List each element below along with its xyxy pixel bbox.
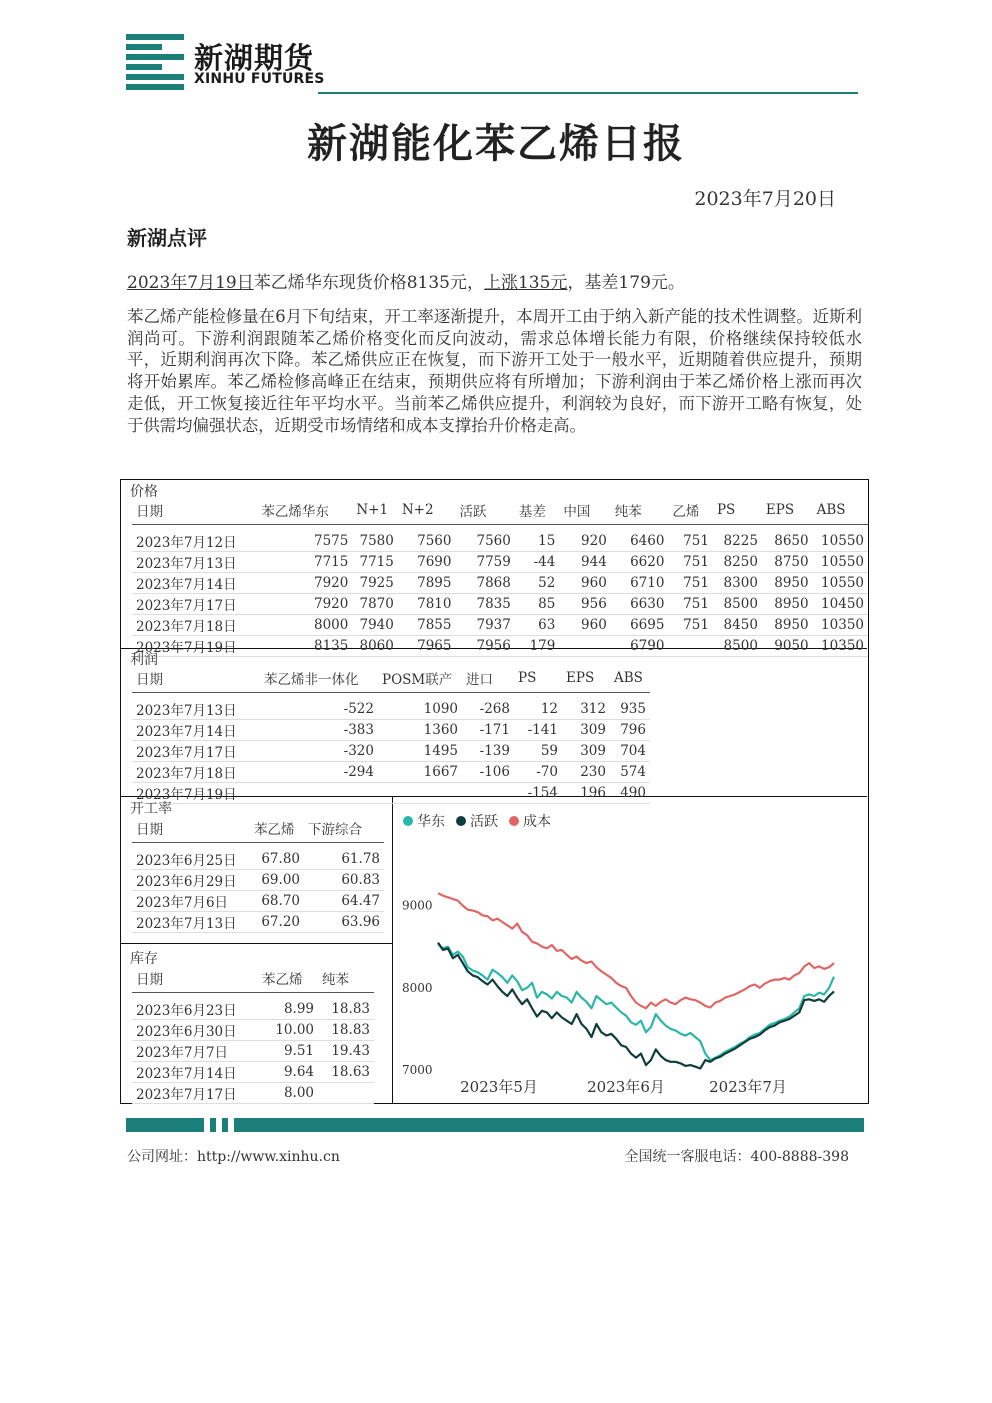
summary-date: 2023年7月19日 (127, 273, 254, 293)
table-cell: 490 (610, 783, 650, 804)
table-header-row (132, 664, 650, 693)
summary-tail: ，基差179元。 (567, 273, 685, 293)
table-cell: 6620 (611, 552, 669, 573)
table-cell: 10550 (813, 552, 868, 573)
table-cell: 8950 (762, 594, 813, 615)
section-title: 新湖点评 (127, 226, 207, 250)
table-cell: 6790 (611, 636, 669, 657)
legend-label: 成本 (523, 814, 551, 830)
table-cell: 2023年7月17日 (132, 1083, 258, 1104)
profit-section-label: 利润 (130, 652, 158, 668)
table-row (132, 999, 374, 1020)
table-cell: 7937 (455, 615, 514, 636)
logo-mark-icon (126, 34, 184, 90)
table-cell: 751 (668, 552, 713, 573)
table-row (132, 720, 650, 741)
table-row (132, 636, 868, 657)
table-cell: -383 (260, 720, 378, 741)
report-date: 2023年7月20日 (694, 188, 836, 210)
column-header: 日期 (132, 964, 258, 993)
table-cell: 2023年7月6日 (132, 891, 250, 912)
column-header: 纯苯 (318, 964, 374, 993)
table-cell: 10550 (813, 531, 868, 552)
table-cell: 7940 (352, 615, 398, 636)
table-cell: 751 (668, 594, 713, 615)
table-cell: 7580 (352, 531, 398, 552)
table-cell: 64.47 (304, 891, 384, 912)
table-cell: 6710 (611, 573, 669, 594)
header-rule (318, 92, 858, 94)
table-cell: 8225 (713, 531, 762, 552)
table-row (132, 531, 868, 552)
table-header-row (132, 814, 384, 843)
column-header: PS (713, 496, 762, 525)
table-row (132, 699, 650, 720)
column-header: 乙烯 (668, 496, 713, 525)
table-cell: 1360 (378, 720, 462, 741)
summary-line (127, 268, 685, 293)
table-cell: 68.70 (250, 891, 304, 912)
table-cell: 63 (515, 615, 560, 636)
logo-name-en: XINHU FUTURES (194, 71, 325, 87)
footer-hotline: 全国统一客服电话：400-8888-398 (624, 1149, 849, 1165)
table-cell: 15 (515, 531, 560, 552)
table-cell: 8750 (762, 552, 813, 573)
table-cell: 2023年7月17日 (132, 741, 260, 762)
table-cell: -44 (515, 552, 560, 573)
table-cell: 8950 (762, 615, 813, 636)
column-header: 中国 (559, 496, 610, 525)
table-cell: 796 (610, 720, 650, 741)
table-cell: 8500 (713, 594, 762, 615)
table-cell: 67.20 (250, 912, 304, 933)
table-cell: 960 (559, 573, 610, 594)
table-cell: 2023年7月7日 (132, 1041, 258, 1062)
table-cell: -139 (462, 741, 514, 762)
table-cell: -154 (514, 783, 562, 804)
table-cell: -106 (462, 762, 514, 783)
table-cell: 2023年6月29日 (132, 870, 250, 891)
table-cell: 7895 (398, 573, 456, 594)
table-cell (668, 636, 713, 657)
table-cell: -70 (514, 762, 562, 783)
table-cell: 1495 (378, 741, 462, 762)
table-row (132, 1062, 374, 1083)
table-cell: 7575 (257, 531, 352, 552)
table-cell: 8500 (713, 636, 762, 657)
column-header: 苯乙烯非一体化 (260, 664, 378, 693)
table-cell: 60.83 (304, 870, 384, 891)
table-cell: 2023年7月13日 (132, 552, 257, 573)
table-cell: 61.78 (304, 849, 384, 870)
table-cell: 6695 (611, 615, 669, 636)
table-cell: 2023年7月18日 (132, 762, 260, 783)
price-line-chart (394, 800, 864, 1100)
table-cell: 312 (562, 699, 610, 720)
column-header: N+1 (352, 496, 398, 525)
table-cell: 63.96 (304, 912, 384, 933)
table-cell: 8.00 (258, 1083, 318, 1104)
x-tick-label: 2023年7月 (709, 1078, 787, 1096)
table-cell: 8135 (257, 636, 352, 657)
operating-rate-table (132, 814, 384, 933)
table-cell: 10350 (813, 636, 868, 657)
table-cell: 1090 (378, 699, 462, 720)
table-cell: 751 (668, 615, 713, 636)
table-cell: 2023年7月14日 (132, 1062, 258, 1083)
table-cell: 7870 (352, 594, 398, 615)
table-cell: 2023年7月18日 (132, 615, 257, 636)
table-cell: 7920 (257, 573, 352, 594)
table-cell: 179 (515, 636, 560, 657)
table-cell: 18.83 (318, 1020, 374, 1041)
table-row (132, 849, 384, 870)
inventory-table (132, 964, 374, 1104)
table-cell: 7965 (398, 636, 456, 657)
table-cell: 2023年6月30日 (132, 1020, 258, 1041)
column-header: PS (514, 664, 562, 693)
table-cell: 751 (668, 573, 713, 594)
table-cell: 9050 (762, 636, 813, 657)
table-row (132, 912, 384, 933)
rate-section-label: 开工率 (130, 801, 172, 817)
table-cell: 85 (515, 594, 560, 615)
table-cell: 7835 (455, 594, 514, 615)
column-header: 进口 (462, 664, 514, 693)
commentary-paragraph: 苯乙烯产能检修量在6月下旬结束，开工率逐渐提升，本周开工由于纳入新产能的技术性调整。近斯利润尚可。下游利润跟随苯乙烯价格变化而反向波动，需求总体增长能力有限，价格继续保持较低水平，近期利润再次下降。苯乙烯供应正在恢复，而下游开工处于一般水平，近期随着供应提升，预期将开始累库。苯乙烯检修高峰正在结束，预期供应将有所增加；下游利润由于苯乙烯价格上涨而再次走低，开工恢复接近往年平均水平。当前苯乙烯供应提升，利润较为良好，而下游开工略有恢复，处于供需均偏强状态，近期受市场情绪和成本支撑抬升价格走高。 (127, 307, 862, 435)
table-cell: 7715 (352, 552, 398, 573)
y-tick-label: 9000 (402, 898, 433, 913)
table-cell: 2023年7月14日 (132, 573, 257, 594)
column-header: ABS (610, 664, 650, 693)
table-cell: 309 (562, 741, 610, 762)
table-row (132, 552, 868, 573)
table-cell: 19.43 (318, 1041, 374, 1062)
table-cell: 6630 (611, 594, 669, 615)
table-cell: -171 (462, 720, 514, 741)
table-cell: 8950 (762, 573, 813, 594)
table-cell: 8060 (352, 636, 398, 657)
divider-rate-stock (121, 943, 392, 944)
table-cell: -294 (260, 762, 378, 783)
table-cell: 2023年7月13日 (132, 699, 260, 720)
table-row (132, 1083, 374, 1104)
column-header: 下游综合 (304, 814, 384, 843)
column-header: 活跃 (455, 496, 514, 525)
table-cell: 2023年6月25日 (132, 849, 250, 870)
table-cell: 2023年7月19日 (132, 636, 257, 657)
table-cell: 7868 (455, 573, 514, 594)
table-cell: 67.80 (250, 849, 304, 870)
table-cell: 7810 (398, 594, 456, 615)
table-cell: 8.99 (258, 999, 318, 1020)
table-cell: 7855 (398, 615, 456, 636)
table-row (132, 891, 384, 912)
table-cell: 2023年7月12日 (132, 531, 257, 552)
table-row (132, 870, 384, 891)
footer-bar (126, 1118, 864, 1132)
table-cell: 9.64 (258, 1062, 318, 1083)
report-title: 新湖能化苯乙烯日报 (307, 120, 685, 167)
table-cell: 18.63 (318, 1062, 374, 1083)
table-cell: 8250 (713, 552, 762, 573)
stock-section-label: 库存 (130, 951, 158, 967)
table-cell: 230 (562, 762, 610, 783)
table-cell: 10350 (813, 615, 868, 636)
x-tick-label: 2023年6月 (587, 1078, 665, 1096)
column-header: ABS (813, 496, 868, 525)
legend-label: 活跃 (470, 814, 498, 830)
table-cell: 960 (559, 615, 610, 636)
table-row (132, 1041, 374, 1062)
table-header-row (132, 964, 374, 993)
series-line-2 (438, 943, 834, 1069)
table-cell: 2023年6月23日 (132, 999, 258, 1020)
table-cell: 18.83 (318, 999, 374, 1020)
table-row (132, 573, 868, 594)
table-row (132, 741, 650, 762)
y-tick-label: 8000 (402, 980, 433, 995)
table-cell: -320 (260, 741, 378, 762)
legend-label: 华东 (417, 814, 445, 830)
table-cell: 7715 (257, 552, 352, 573)
table-cell: 8300 (713, 573, 762, 594)
table-row (132, 615, 868, 636)
table-cell: 574 (610, 762, 650, 783)
table-cell: 944 (559, 552, 610, 573)
column-header: 基差 (515, 496, 560, 525)
table-header-row (132, 496, 868, 525)
column-header: 日期 (132, 664, 260, 693)
table-cell: 7560 (455, 531, 514, 552)
table-cell: 9.51 (258, 1041, 318, 1062)
price-section-label: 价格 (130, 484, 158, 500)
table-cell: 6460 (611, 531, 669, 552)
table-cell: 7560 (398, 531, 456, 552)
column-header: POSM联产 (378, 664, 462, 693)
table-row (132, 1020, 374, 1041)
table-cell: 1667 (378, 762, 462, 783)
table-row (132, 762, 650, 783)
table-cell (260, 783, 378, 804)
table-cell: 8650 (762, 531, 813, 552)
table-cell: 956 (559, 594, 610, 615)
series-line-3 (438, 893, 834, 1008)
profit-table (132, 664, 650, 804)
footer-website: 公司网址：http://www.xinhu.cn (127, 1149, 340, 1165)
table-row (132, 594, 868, 615)
x-tick-label: 2023年5月 (460, 1078, 538, 1096)
table-cell: 10450 (813, 594, 868, 615)
table-cell: 2023年7月17日 (132, 594, 257, 615)
table-cell: 309 (562, 720, 610, 741)
logo-name-cn: 新湖期货 (194, 41, 315, 75)
legend-marker (509, 816, 519, 826)
table-cell (318, 1083, 374, 1104)
table-cell: 7956 (455, 636, 514, 657)
column-header: 纯苯 (611, 496, 669, 525)
table-cell: -522 (260, 699, 378, 720)
table-cell: 7690 (398, 552, 456, 573)
table-cell: 69.00 (250, 870, 304, 891)
table-cell: 751 (668, 531, 713, 552)
column-header: 日期 (132, 814, 250, 843)
column-header: 日期 (132, 496, 257, 525)
column-header: 苯乙烯 (250, 814, 304, 843)
table-cell: 935 (610, 699, 650, 720)
table-cell: -141 (514, 720, 562, 741)
summary-mid: 苯乙烯华东现货价格8135元， (253, 273, 484, 293)
table-cell: 7925 (352, 573, 398, 594)
table-cell: -268 (462, 699, 514, 720)
price-table (132, 496, 868, 657)
table-cell: 8000 (257, 615, 352, 636)
table-cell: 2023年7月14日 (132, 720, 260, 741)
table-cell: 10.00 (258, 1020, 318, 1041)
divider-tables-chart (392, 796, 393, 1103)
table-cell: 7920 (257, 594, 352, 615)
table-cell: 8450 (713, 615, 762, 636)
company-logo (126, 34, 326, 90)
table-cell: 196 (562, 783, 610, 804)
table-cell: 59 (514, 741, 562, 762)
legend-marker (403, 816, 413, 826)
y-tick-label: 7000 (402, 1063, 433, 1077)
column-header: N+2 (398, 496, 456, 525)
summary-rise: 上涨135元 (483, 273, 568, 293)
table-cell: 704 (610, 741, 650, 762)
column-header: EPS (562, 664, 610, 693)
table-cell: 920 (559, 531, 610, 552)
table-cell: 12 (514, 699, 562, 720)
column-header: EPS (762, 496, 813, 525)
legend-marker (456, 816, 466, 826)
table-cell (559, 636, 610, 657)
table-cell: 52 (515, 573, 560, 594)
column-header: 苯乙烯华东 (257, 496, 352, 525)
table-cell: 10550 (813, 573, 868, 594)
table-cell: 2023年7月13日 (132, 912, 250, 933)
table-cell: 2023年7月19日 (132, 783, 260, 804)
column-header: 苯乙烯 (258, 964, 318, 993)
table-cell: 7759 (455, 552, 514, 573)
